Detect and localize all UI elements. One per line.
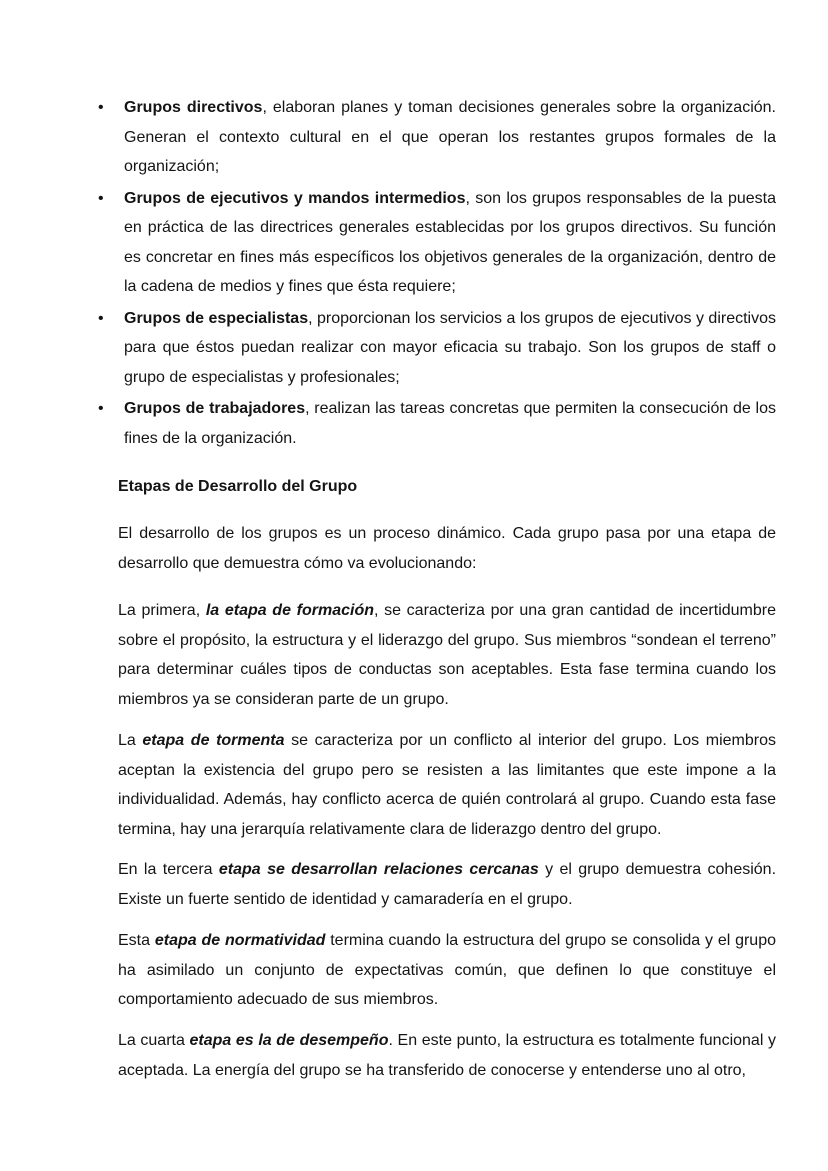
intro-paragraph: El desarrollo de los grupos es un proceso dinámico. Cada grupo pasa por una etapa de desarrollo que demuestra cómo va evolucionando: [118,525,776,572]
item-text: , son los grupos responsables de la puesta en práctica de las directrices generales establecidas por los grupos directivos. Su función es concretar en fines más específicos los objetivos generales de la organización, dentro de la cadena de medios y fines que ésta requiere; [124,189,776,295]
bullet-icon: • [98,99,104,116]
section-heading: Etapas de Desarrollo del Grupo [118,478,358,495]
emphasis: etapa se desarrollan relaciones cercanas [218,861,539,878]
group-types-list [0,93,828,455]
item-text: , proporcionan los servicios a los grupos de ejecutivos y directivos para que éstos puedan realizar con mayor eficacia su trabajo. Son los grupos de staff o grupo de especialistas y profesionales; [124,309,777,386]
emphasis: etapa es la de desempeño [189,1032,389,1049]
performance-paragraph: La cuarta etapa es la de desempeño. En este punto, la estructura es totalmente funcional y aceptada. La energía del grupo se ha transferido de conocerse y entenderse uno al otro, [118,1032,777,1079]
list-item [0,304,828,393]
emphasis: etapa de normatividad [154,932,326,949]
normativity-paragraph: Esta etapa de normatividad termina cuando la estructura del grupo se consolida y el grupo ha asimilado un conjunto de expectativas común, que definen lo que constituye el comportamiento adecuado de sus miembros. [118,932,777,1008]
list-item [0,93,828,182]
item-text: , elaboran planes y toman decisiones generales sobre la organización. Generan el contexto cultural en el que operan los restantes grupos formales de la organización; [124,99,777,175]
emphasis: etapa de tormenta [142,732,285,749]
item-text: , realizan las tareas concretas que permiten la consecución de los fines de la organización. [124,400,776,447]
item-term: Grupos de especialistas [124,309,309,327]
item-term: Grupos directivos [124,99,263,116]
close-relations-paragraph: En la tercera etapa se desarrollan relaciones cercanas y el grupo demuestra cohesión. Existe un fuerte sentido de identidad y camaradería en el grupo. [118,861,777,908]
item-term: Grupos de trabajadores [124,400,306,417]
formation-paragraph: La primera, la etapa de formación, se caracteriza por una gran cantidad de incertidumbre sobre el propósito, la estructura y el liderazgo del grupo. Sus miembros “sondean el terreno” para determinar cuáles tipos de conductas son aceptables. Esta fase termina cuando los miembros ya se consideran parte de un grupo. [118,602,777,708]
emphasis: la etapa de formación [205,602,374,619]
bullet-icon: • [98,189,104,207]
bullet-icon: • [98,400,104,417]
storm-paragraph: La etapa de tormenta se caracteriza por un conflicto al interior del grupo. Los miembros aceptan la existencia del grupo pero se resisten a las limitantes que este impone a la individualidad. Además, hay conflicto acerca de quién controlará al grupo. Cuando esta fase termina, hay una jerarquía relativamente clara de liderazgo dentro del grupo. [118,732,776,838]
list-item [0,184,828,302]
item-term: Grupos de ejecutivos y mandos intermedios [124,189,466,207]
bullet-icon: • [98,309,104,327]
list-item [0,394,828,453]
